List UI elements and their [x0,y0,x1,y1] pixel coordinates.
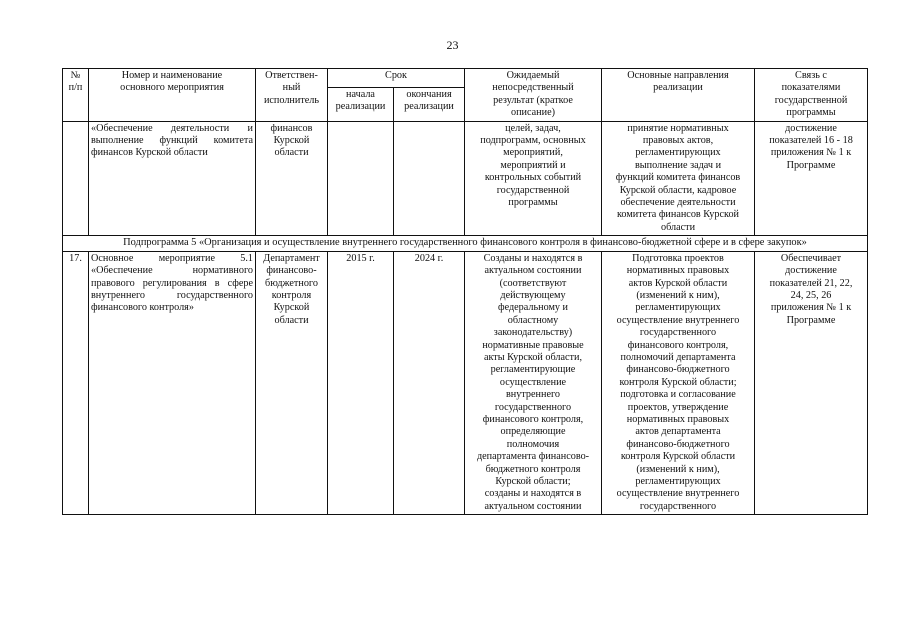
header-term: Срок [328,69,465,88]
cell-expected-result: целей, задач, подпрограмм, основных мероприятий, мероприятий и контрольных событий государственной программы [465,121,602,236]
cell-term-end [394,121,465,236]
header-link: Связь с показателями государственной программы [755,69,868,122]
cell-term-end: 2024 г. [394,251,465,515]
subprogram-title: Подпрограмма 5 «Организация и осуществление внутреннего государственного финансового контроля в финансово-бюджетной сфере и в сфере закупок» [63,236,868,251]
cell-directions: принятие нормативных правовых актов, регламентирующих выполнение задач и функций комитета финансов Курской области, кадровое обеспечение деятельности комитета финансов Курской области [602,121,755,236]
table-header-row [63,69,868,88]
cell-responsible: Департамент финансово- бюджетного контроля Курской области [256,251,328,515]
header-term-end: окончания реализации [394,87,465,121]
cell-num [63,121,89,236]
table-row-continued [63,121,868,236]
cell-directions: Подготовка проектов нормативных правовых актов Курской области (изменений к ним), регламентирующих осуществление внутреннего государственного финансового контроля, полномочий департамента финансово-бюджетного контроля Курской области; подготовка и согласование проектов, утверждение нормативных правовых актов департамента финансово-бюджетного контроля Курской области (изменений к ним), регламентирующих осуществление внутреннего государственного [602,251,755,515]
table-row-17 [63,251,868,515]
page-number: 23 [446,38,459,52]
cell-link: достижение показателей 16 - 18 приложения № 1 к Программе [755,121,868,236]
header-expected-result: Ожидаемый непосредственный результат (краткое описание) [465,69,602,122]
cell-name: «Обеспечение деятельности и выполнение функций комитета финансов Курской области [89,121,256,236]
program-activities-table [62,68,868,515]
cell-term-start [328,121,394,236]
header-term-start: начала реализации [328,87,394,121]
cell-term-start: 2015 г. [328,251,394,515]
cell-name: Основное мероприятие 5.1 «Обеспечение нормативного правового регулирования в сфере внутреннего государственного финансового контроля» [89,251,256,515]
header-name: Номер и наименование основного мероприятия [89,69,256,122]
cell-num: 17. [63,251,89,515]
cell-link: Обеспечивает достижение показателей 21, 22, 24, 25, 26 приложения № 1 к Программе [755,251,868,515]
cell-responsible: финансов Курской области [256,121,328,236]
cell-expected-result: Созданы и находятся в актуальном состоянии (соответствуют действующему федеральному и областному законодательству) нормативные правовые акты Курской области, регламентирующие осуществление внутреннего государственного финансового контроля, определяющие полномочия департамента финансово- бюджетного контроля Курской области; созданы и находятся в актуальном состоянии [465,251,602,515]
header-directions: Основные направления реализации [602,69,755,122]
header-num: № п/п [63,69,89,122]
header-responsible: Ответствен- ный исполнитель [256,69,328,122]
subprogram-row [63,236,868,251]
